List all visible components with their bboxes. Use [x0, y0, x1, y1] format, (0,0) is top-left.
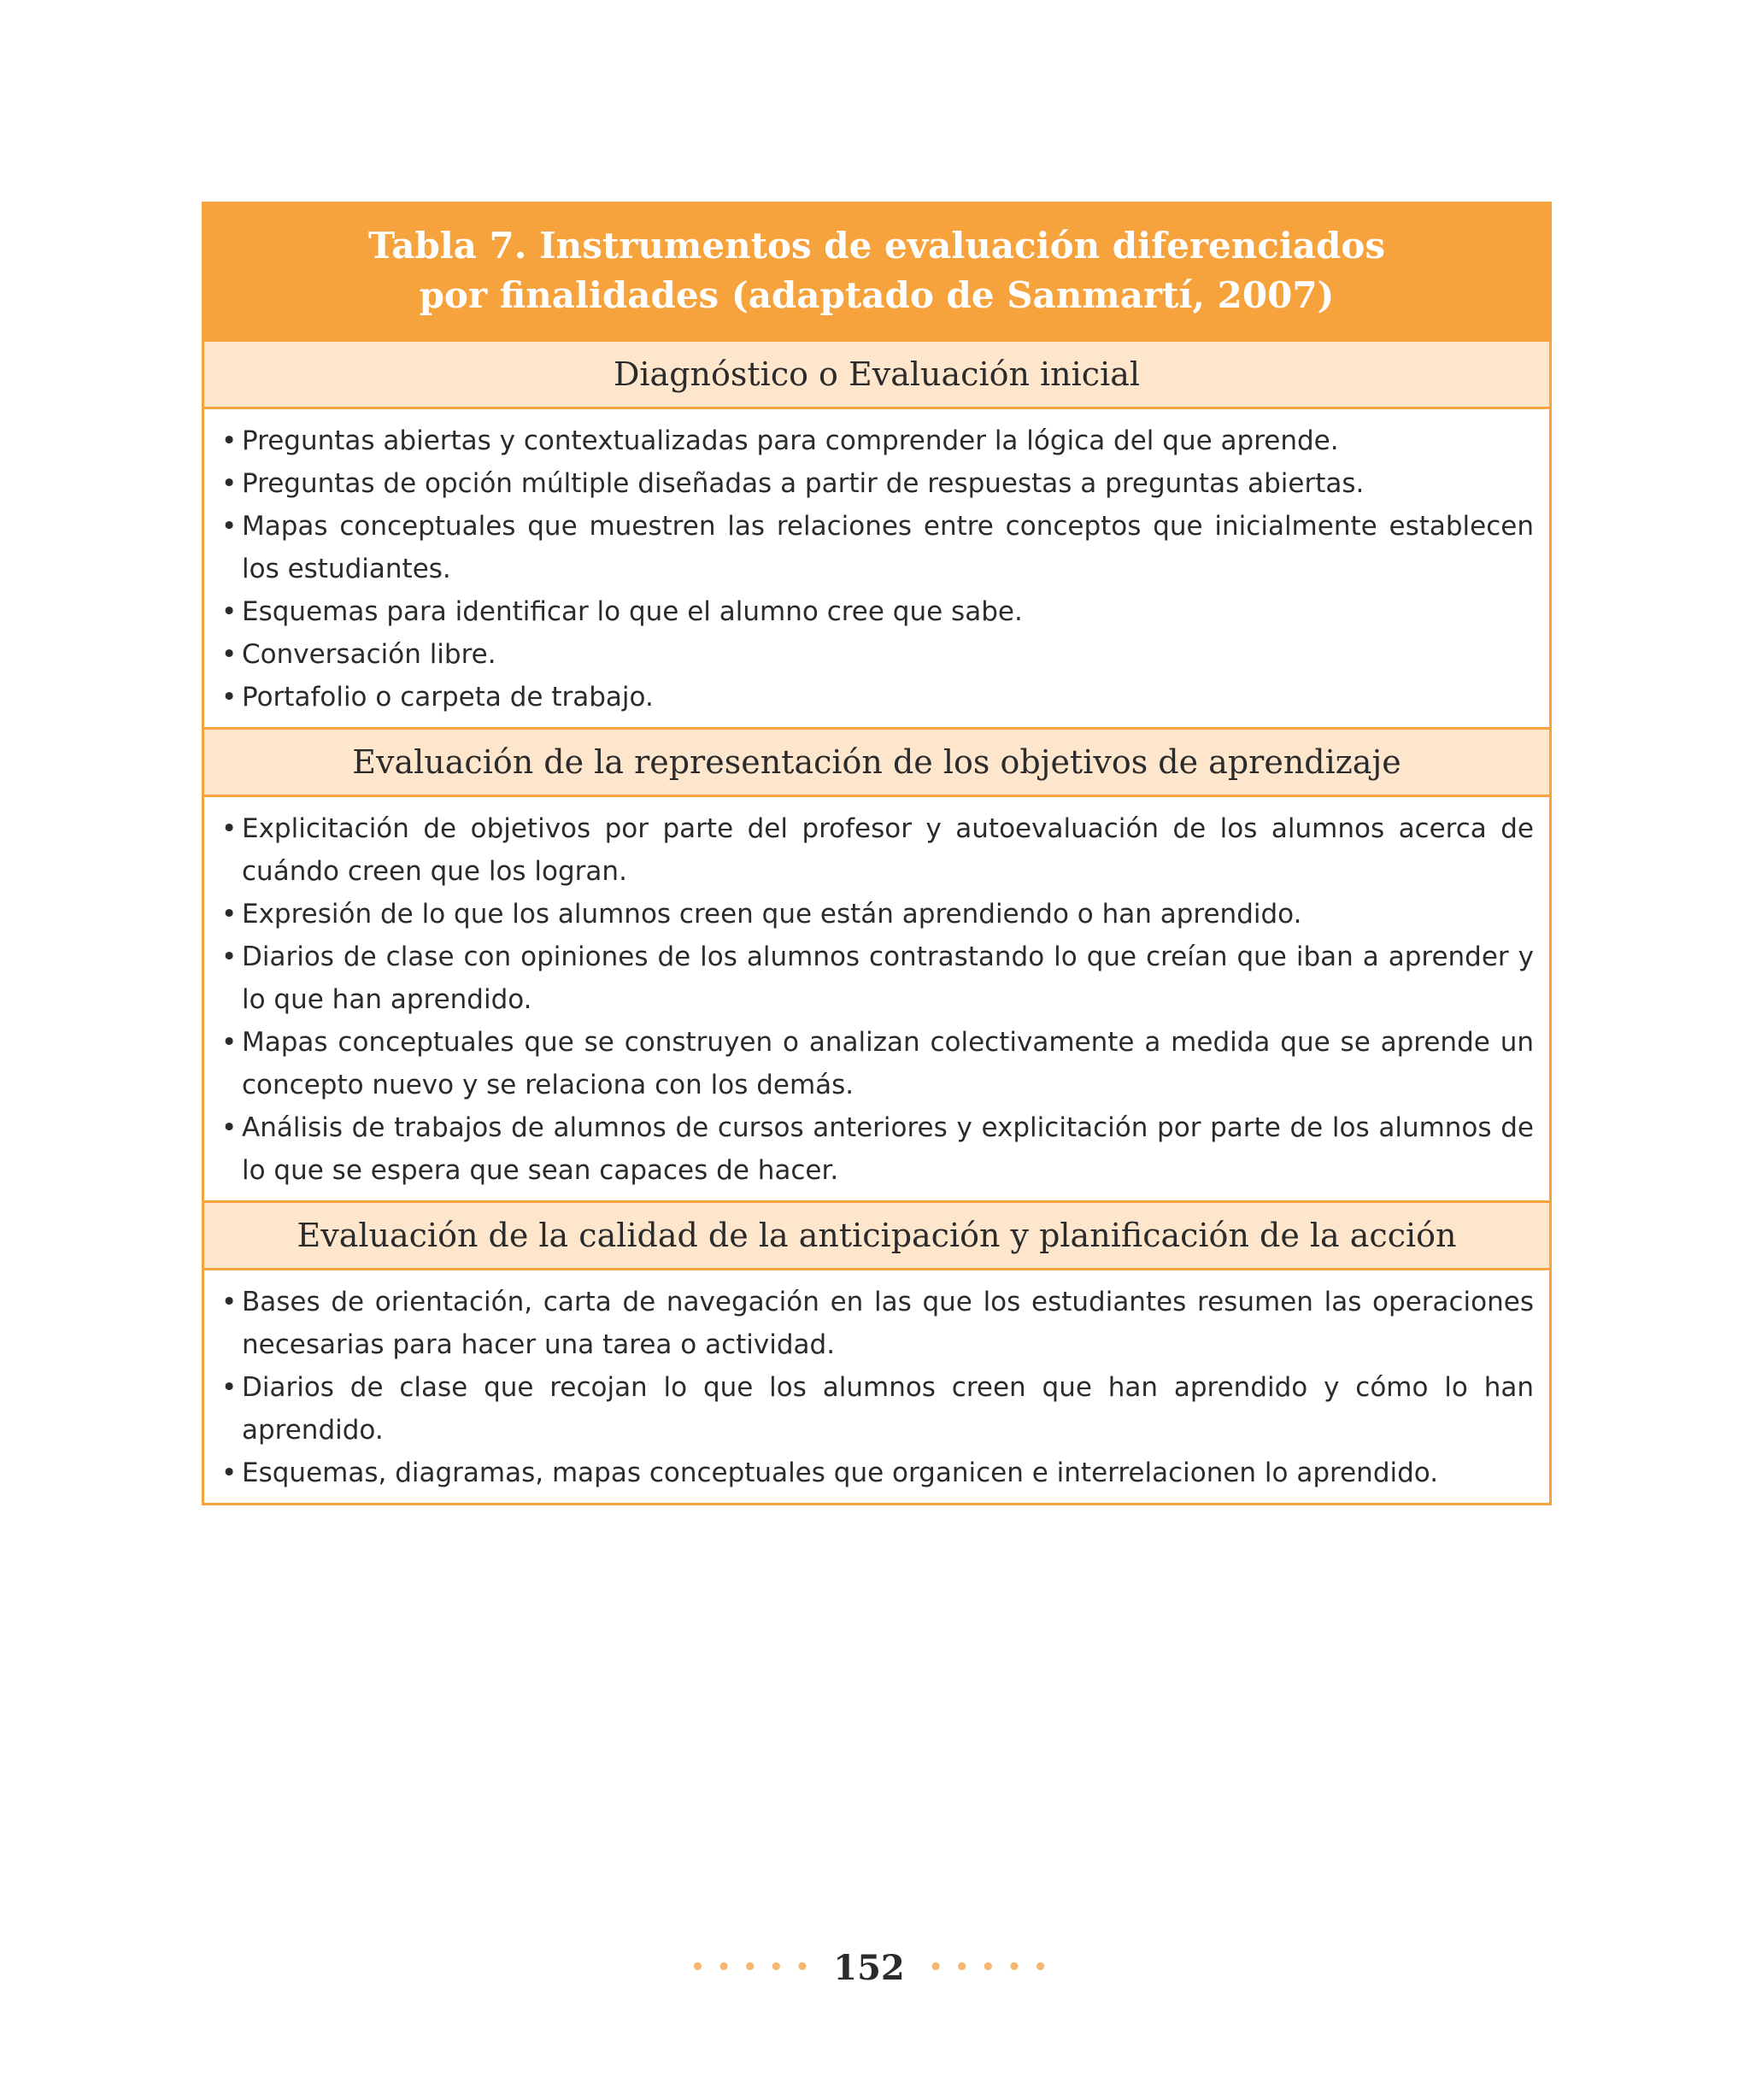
- list-item: • Bases de orientación, carta de navegación en las que los estudiantes resumen las operaciones necesarias para hacer una tarea o actividad.: [221, 1287, 1534, 1360]
- table-title: [204, 204, 1549, 342]
- section-list-representacion: [204, 797, 1549, 1200]
- list-item: • Esquemas para identificar lo que el alumno cree que sabe.: [221, 596, 1023, 627]
- list-item: • Preguntas de opción múltiple diseñadas a partir de respuestas a preguntas abiertas.: [221, 468, 1365, 499]
- list-item: • Preguntas abiertas y contextualizadas para comprender la lógica del que aprende.: [221, 425, 1339, 456]
- section-header-representacion: Evaluación de la representación de los objetivos de aprendizaje: [204, 727, 1549, 797]
- list-item-text: Mapas conceptuales que muestren las relaciones entre conceptos que inicialmente establecen los estudiantes.: [242, 511, 1534, 584]
- table-title-line-2: por finalidades (adaptado de Sanmartí, 2007): [419, 274, 1335, 316]
- list-item-text: Explicitación de objetivos por parte del profesor y autoevaluación de los alumnos acerca de cuándo creen que los logran.: [242, 813, 1534, 887]
- list-item-text: Esquemas, diagramas, mapas conceptuales que organicen e interrelacionen lo aprendido.: [242, 1458, 1439, 1488]
- section-header-diagnostico: Diagnóstico o Evaluación inicial: [204, 342, 1549, 409]
- page-number: 152: [833, 1948, 905, 1988]
- list-item-text: Bases de orientación, carta de navegación en las que los estudiantes resumen las operaciones necesarias para hacer una tarea o actividad.: [242, 1287, 1534, 1360]
- list-item-text: Preguntas abiertas y contextualizadas para comprender la lógica del que aprende.: [242, 425, 1339, 456]
- list-item: • Portafolio o carpeta de trabajo.: [221, 682, 654, 713]
- list-item-text: Preguntas de opción múltiple diseñadas a partir de respuestas a preguntas abiertas.: [242, 468, 1365, 499]
- decorative-dots-right: •••••: [928, 1955, 1060, 1980]
- list-item: • Mapas conceptuales que muestren las relaciones entre conceptos que inicialmente establecen los estudiantes.: [221, 511, 1534, 584]
- table-title-line-1: Tabla 7. Instrumentos de evaluación diferenciados: [367, 225, 1386, 267]
- list-item: • Expresión de lo que los alumnos creen que están aprendiendo o han aprendido.: [221, 899, 1302, 930]
- list-item: • Diarios de clase con opiniones de los alumnos contrastando lo que creían que iban a aprender y lo que han aprendido.: [221, 941, 1534, 1015]
- list-item: • Análisis de trabajos de alumnos de cursos anteriores y explicitación por parte de los alumnos de lo que se espera que sean capaces de hacer.: [221, 1112, 1534, 1186]
- decorative-dots-left: •••••: [690, 1955, 822, 1980]
- list-item-text: Conversación libre.: [242, 639, 496, 670]
- section-list-diagnostico: [204, 409, 1549, 727]
- list-item-text: Análisis de trabajos de alumnos de cursos anteriores y explicitación por parte de los alumnos de lo que se espera que sean capaces de hacer.: [242, 1112, 1534, 1186]
- list-item: • Esquemas, diagramas, mapas conceptuales que organicen e interrelacionen lo aprendido.: [221, 1458, 1439, 1488]
- list-item: • Mapas conceptuales que se construyen o analizan colectivamente a medida que se aprende un concepto nuevo y se relaciona con los demás.: [221, 1027, 1534, 1100]
- evaluation-instruments-table: [202, 202, 1552, 1505]
- section-header-anticipacion: Evaluación de la calidad de la anticipación y planificación de la acción: [204, 1200, 1549, 1270]
- page-footer: [0, 1946, 1750, 1993]
- list-item: • Conversación libre.: [221, 639, 496, 670]
- list-item-text: Esquemas para identificar lo que el alumno cree que sabe.: [242, 596, 1023, 627]
- section-list-anticipacion: [204, 1270, 1549, 1503]
- list-item-text: Portafolio o carpeta de trabajo.: [242, 682, 654, 713]
- list-item: • Explicitación de objetivos por parte del profesor y autoevaluación de los alumnos acerca de cuándo creen que los logran.: [221, 813, 1534, 887]
- list-item-text: Expresión de lo que los alumnos creen que están aprendiendo o han aprendido.: [242, 899, 1302, 930]
- list-item-text: Diarios de clase que recojan lo que los alumnos creen que han aprendido y cómo lo han aprendido.: [242, 1372, 1534, 1446]
- list-item-text: Diarios de clase con opiniones de los alumnos contrastando lo que creían que iban a aprender y lo que han aprendido.: [242, 941, 1534, 1015]
- list-item-text: Mapas conceptuales que se construyen o analizan colectivamente a medida que se aprende un concepto nuevo y se relaciona con los demás.: [242, 1027, 1534, 1100]
- list-item: • Diarios de clase que recojan lo que los alumnos creen que han aprendido y cómo lo han aprendido.: [221, 1372, 1534, 1446]
